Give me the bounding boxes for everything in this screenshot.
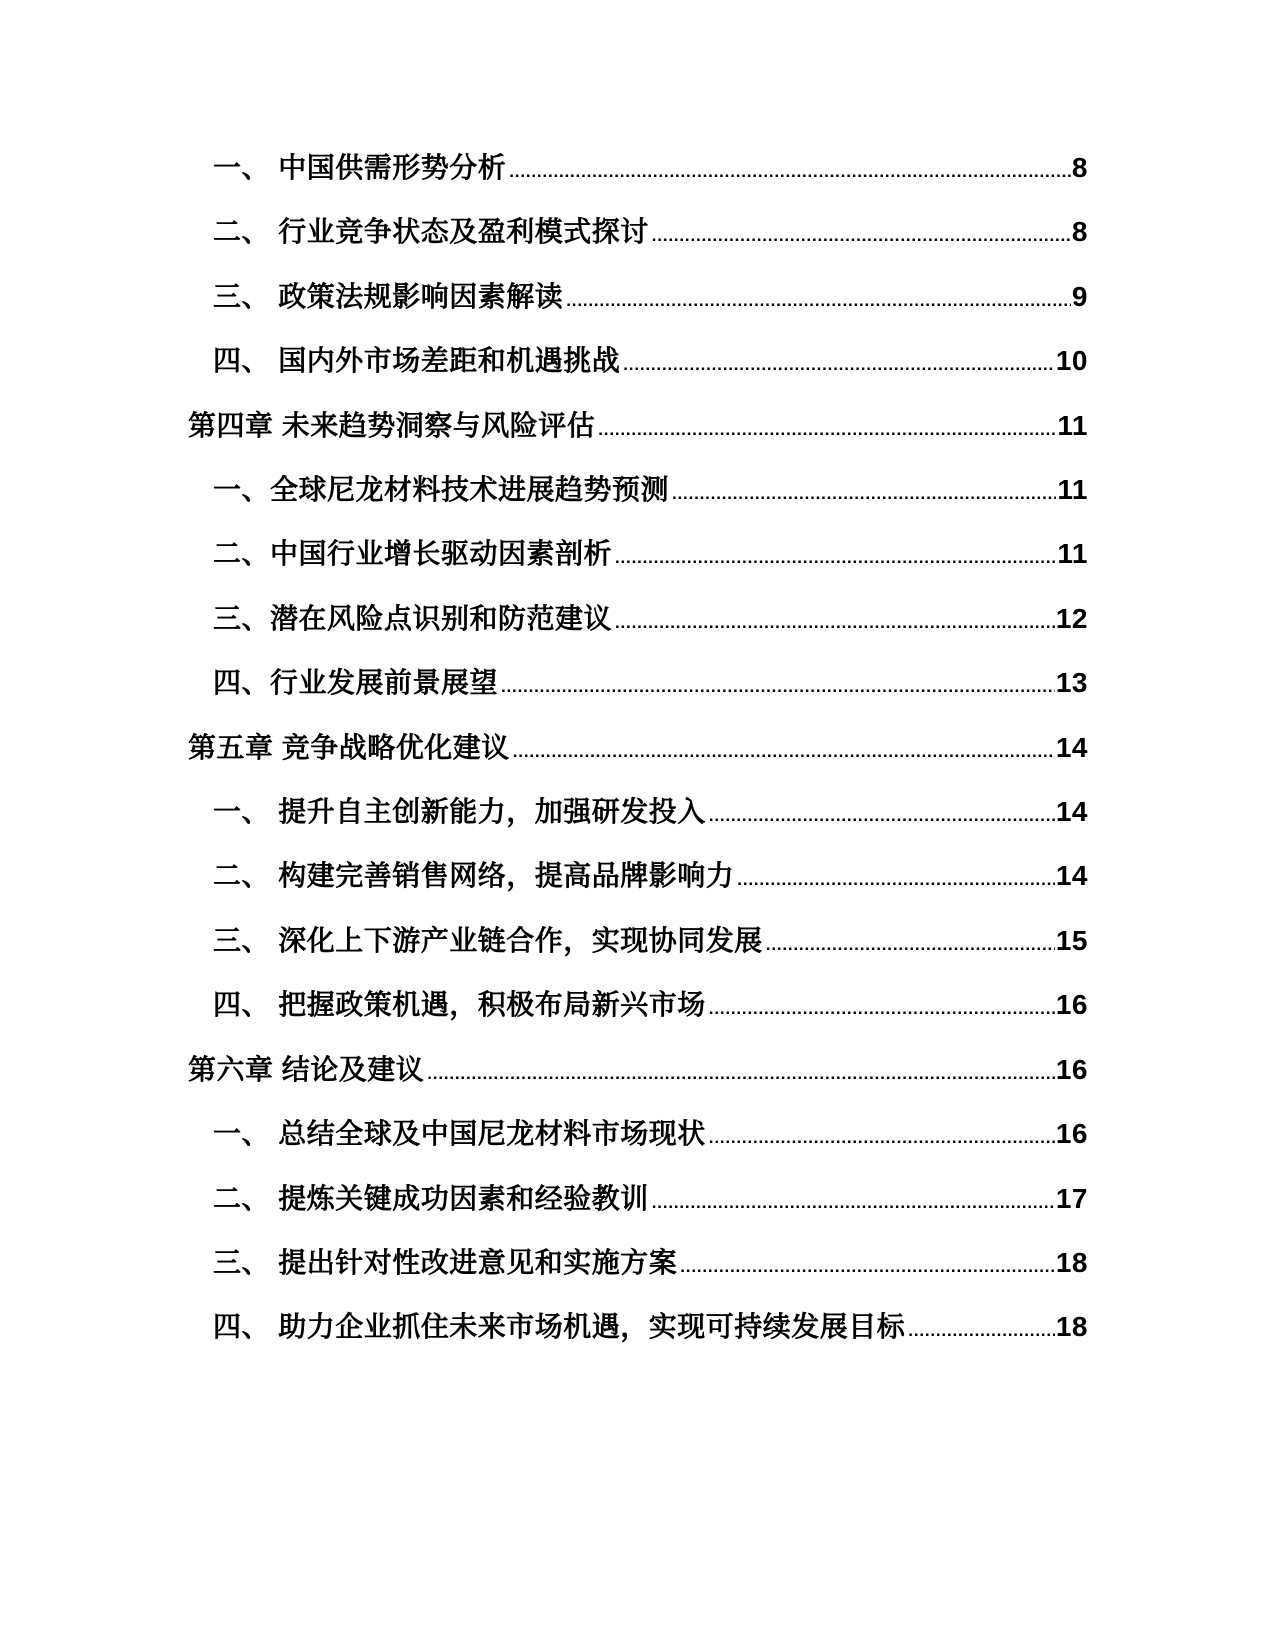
dot-leader	[427, 1040, 1055, 1104]
dot-leader	[615, 524, 1056, 588]
toc-entry-page-number: 17	[1055, 1182, 1088, 1214]
toc-entry[interactable]	[188, 1169, 1088, 1233]
toc-entry[interactable]	[188, 1297, 1088, 1361]
dot-leader	[766, 911, 1055, 975]
toc-entry[interactable]	[188, 202, 1088, 266]
dot-leader	[513, 718, 1055, 782]
toc-entry[interactable]	[188, 782, 1088, 846]
toc-entry-label: 三、潜在风险点识别和防范建议	[213, 602, 613, 634]
dot-leader	[652, 202, 1071, 266]
toc-entry-label: 三、 深化上下游产业链合作，实现协同发展	[213, 924, 763, 956]
toc-entry-page-number: 13	[1055, 667, 1088, 699]
toc-entry[interactable]	[188, 718, 1088, 782]
toc-entry-label: 二、中国行业增长驱动因素剖析	[213, 538, 613, 570]
toc-entry-page-number: 8	[1071, 152, 1088, 183]
toc-entry[interactable]	[188, 460, 1088, 524]
toc-entry-label: 四、 把握政策机遇，积极布局新兴市场	[213, 989, 706, 1021]
toc-entry-page-number: 15	[1055, 924, 1088, 956]
toc-entry-label: 一、 总结全球及中国尼龙材料市场现状	[213, 1118, 706, 1150]
dot-leader	[709, 782, 1055, 846]
toc-entry[interactable]	[188, 846, 1088, 910]
dot-leader	[672, 460, 1056, 524]
toc-entry-page-number: 18	[1055, 1311, 1088, 1343]
toc-entry-page-number: 8	[1071, 216, 1088, 248]
toc-entry-page-number: 14	[1055, 731, 1088, 763]
toc-entry-page-number: 18	[1055, 1246, 1088, 1278]
toc-entry[interactable]	[188, 267, 1088, 331]
dot-leader	[737, 846, 1055, 910]
toc-entry-page-number: 16	[1055, 1118, 1088, 1150]
dot-leader	[509, 138, 1071, 202]
toc-entry[interactable]	[188, 331, 1088, 395]
toc-entry[interactable]	[188, 138, 1088, 202]
toc-entry-label: 一、 中国供需形势分析	[213, 152, 507, 183]
toc-entry[interactable]	[188, 1040, 1088, 1104]
toc-entry[interactable]	[188, 589, 1088, 653]
dot-leader	[501, 653, 1055, 717]
toc-entry-label: 四、行业发展前景展望	[213, 667, 499, 699]
toc-entry[interactable]	[188, 524, 1088, 588]
toc-entry[interactable]	[188, 1104, 1088, 1168]
toc-entry-label: 一、全球尼龙材料技术进展趋势预测	[213, 474, 670, 506]
toc-entry-page-number: 12	[1055, 602, 1088, 634]
toc-entry-label: 第四章 未来趋势洞察与风险评估	[188, 409, 596, 441]
toc-entry-page-number: 11	[1057, 538, 1088, 570]
dot-leader	[652, 1169, 1055, 1233]
toc-entry[interactable]	[188, 1233, 1088, 1297]
toc-entry-page-number: 16	[1055, 1053, 1088, 1085]
dot-leader	[908, 1297, 1055, 1361]
toc-entry-label: 第五章 竞争战略优化建议	[188, 731, 510, 763]
toc-entry[interactable]	[188, 653, 1088, 717]
toc-entry-label: 二、 提炼关键成功因素和经验教训	[213, 1182, 649, 1214]
toc-entry-page-number: 14	[1055, 796, 1088, 828]
toc-entry-page-number: 16	[1055, 989, 1088, 1021]
toc-entry-label: 三、 政策法规影响因素解读	[213, 280, 564, 312]
toc-entry-page-number: 10	[1055, 345, 1088, 377]
toc-entry[interactable]	[188, 396, 1088, 460]
dot-leader	[680, 1233, 1055, 1297]
toc-entry-page-number: 11	[1057, 474, 1088, 506]
toc-entry-label: 四、 国内外市场差距和机遇挑战	[213, 345, 621, 377]
toc-entry-page-number: 11	[1057, 409, 1088, 441]
toc-entry-label: 二、 构建完善销售网络，提高品牌影响力	[213, 860, 735, 892]
dot-leader	[615, 589, 1055, 653]
dot-leader	[709, 1104, 1055, 1168]
toc-entry-page-number: 9	[1071, 280, 1088, 312]
toc-list	[188, 138, 1088, 1362]
toc-entry-label: 一、 提升自主创新能力，加强研发投入	[213, 796, 706, 828]
toc-entry-label: 二、 行业竞争状态及盈利模式探讨	[213, 216, 649, 248]
dot-leader	[623, 331, 1055, 395]
dot-leader	[709, 975, 1055, 1039]
toc-entry[interactable]	[188, 975, 1088, 1039]
dot-leader	[598, 396, 1056, 460]
dot-leader	[566, 267, 1071, 331]
toc-entry-label: 第六章 结论及建议	[188, 1053, 425, 1085]
toc-entry-page-number: 14	[1055, 860, 1088, 892]
toc-entry[interactable]	[188, 911, 1088, 975]
toc-entry-label: 三、 提出针对性改进意见和实施方案	[213, 1246, 678, 1278]
toc-entry-label: 四、 助力企业抓住未来市场机遇，实现可持续发展目标	[213, 1311, 906, 1343]
